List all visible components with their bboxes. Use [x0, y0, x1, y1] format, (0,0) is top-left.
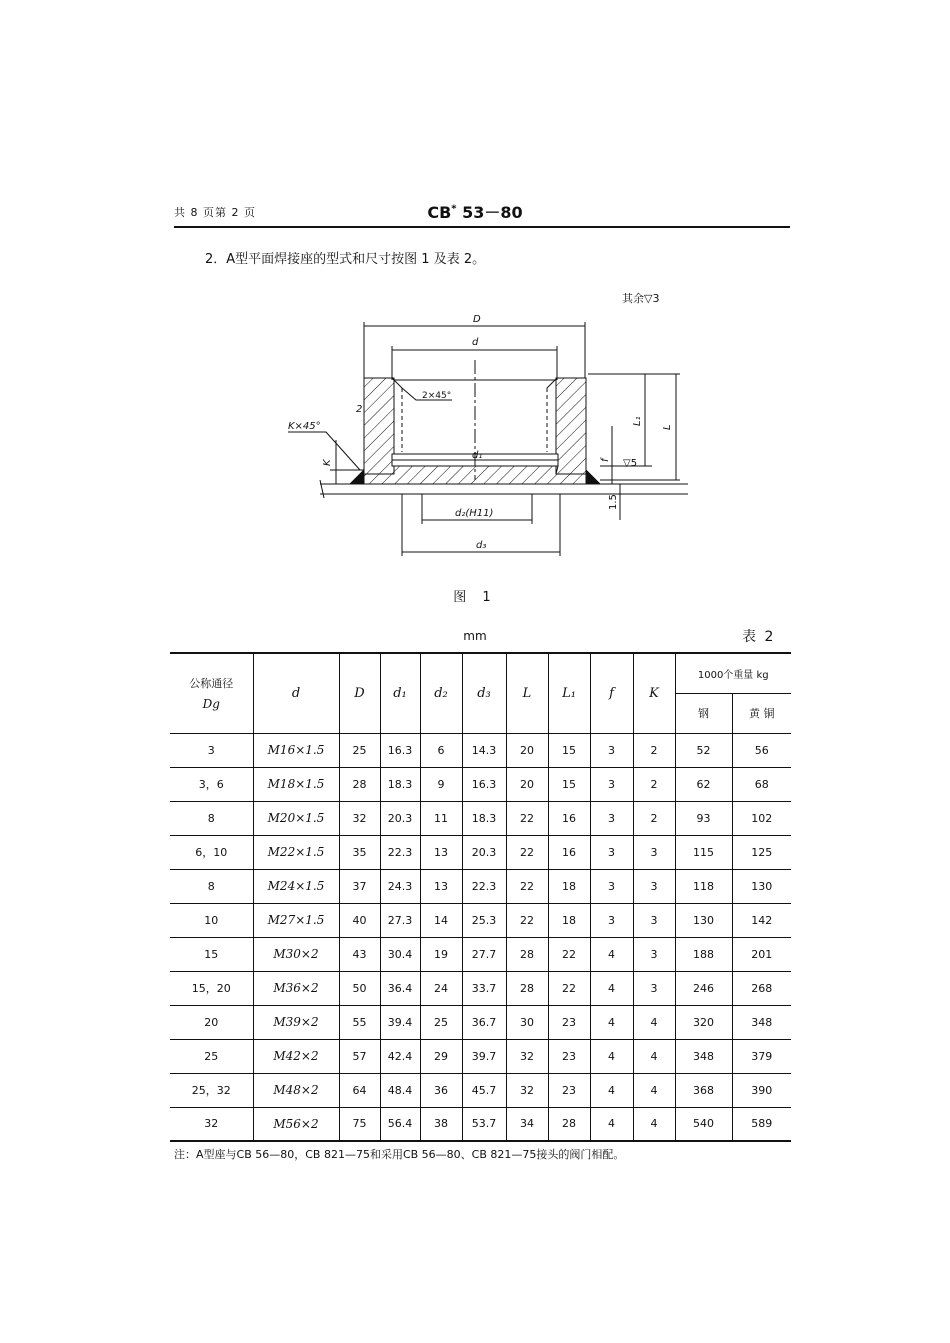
table-row	[170, 937, 791, 971]
col-header-weight: 1000个重量 kg	[675, 653, 791, 693]
table-cell: 18	[548, 869, 590, 903]
table-cell: 16.3	[380, 733, 420, 767]
table-cell: M20×1.5	[253, 801, 339, 835]
table-cell: 13	[420, 869, 462, 903]
table-cell: 2	[633, 733, 675, 767]
table-cell: 24.3	[380, 869, 420, 903]
fig-label-finish: ▽5	[623, 458, 638, 469]
table-cell: 3	[590, 869, 633, 903]
table-cell: 4	[633, 1107, 675, 1141]
table-cell: 16	[548, 835, 590, 869]
table-row	[170, 733, 791, 767]
table-cell: 4	[633, 1005, 675, 1039]
weld-seat-drawing	[0, 0, 950, 600]
table-cell: 3	[633, 869, 675, 903]
col-header-L1: L₁	[548, 653, 590, 733]
table-cell: 348	[732, 1005, 791, 1039]
table-cell: 29	[420, 1039, 462, 1073]
table-cell: 25	[420, 1005, 462, 1039]
table-cell: M56×2	[253, 1107, 339, 1141]
table-cell: 22	[506, 835, 548, 869]
table-cell: 2	[633, 767, 675, 801]
table-body	[170, 733, 791, 1141]
table-cell: 30.4	[380, 937, 420, 971]
table-cell: 19	[420, 937, 462, 971]
table-cell: 75	[339, 1107, 380, 1141]
table-cell: 28	[506, 937, 548, 971]
col-header-d1: d₁	[380, 653, 420, 733]
table-cell: 23	[548, 1039, 590, 1073]
col-header-steel: 钢	[675, 693, 732, 733]
table-row	[170, 767, 791, 801]
table-cell: 25，32	[170, 1073, 253, 1107]
table-cell: 27.7	[462, 937, 506, 971]
table-cell: 3	[590, 835, 633, 869]
table-cell: 45.7	[462, 1073, 506, 1107]
table-cell: M42×2	[253, 1039, 339, 1073]
table-cell: 42.4	[380, 1039, 420, 1073]
table-cell: 14	[420, 903, 462, 937]
table-cell: 20	[506, 767, 548, 801]
table-cell: 102	[732, 801, 791, 835]
table-cell: 38	[420, 1107, 462, 1141]
table-cell: 35	[339, 835, 380, 869]
col-header-L: L	[506, 653, 548, 733]
table-cell: 56	[732, 733, 791, 767]
table-cell: 8	[170, 801, 253, 835]
table-cell: 15	[170, 937, 253, 971]
table-cell: 53.7	[462, 1107, 506, 1141]
fig-label-d2: d₂(H11)	[455, 508, 494, 519]
table-row	[170, 1005, 791, 1039]
fig-label-K45: K×45°	[288, 421, 321, 432]
table-cell: 18.3	[380, 767, 420, 801]
table-cell: 4	[590, 1073, 633, 1107]
table-cell: 40	[339, 903, 380, 937]
table-cell: 22	[548, 937, 590, 971]
table-cell: 43	[339, 937, 380, 971]
table-cell: 52	[675, 733, 732, 767]
table-cell: 36	[420, 1073, 462, 1107]
fig-label-d: d	[472, 337, 479, 348]
table-cell: M27×1.5	[253, 903, 339, 937]
col-header-d3: d₃	[462, 653, 506, 733]
table-cell: 11	[420, 801, 462, 835]
fig-label-f: f	[600, 458, 611, 462]
table-cell: 3	[170, 733, 253, 767]
fig-label-L1: L₁	[632, 416, 643, 426]
table-cell: 3	[633, 971, 675, 1005]
table-cell: 93	[675, 801, 732, 835]
table-cell: M24×1.5	[253, 869, 339, 903]
table-cell: M30×2	[253, 937, 339, 971]
fig-label-D: D	[473, 314, 481, 325]
table-cell: 125	[732, 835, 791, 869]
table-row	[170, 835, 791, 869]
fig-label-2: 2	[356, 404, 363, 415]
table-cell: 30	[506, 1005, 548, 1039]
col-header-d: d	[253, 653, 339, 733]
surface-roughness-note: 其余▽3	[622, 292, 660, 305]
table-cell: 115	[675, 835, 732, 869]
table-cell: 68	[732, 767, 791, 801]
table-cell: 130	[732, 869, 791, 903]
table-cell: M16×1.5	[253, 733, 339, 767]
fig-label-K: K	[322, 459, 333, 466]
intro-text: 2．A型平面焊接座的型式和尺寸按图 1 及表 2。	[205, 252, 486, 267]
table-cell: 32	[506, 1039, 548, 1073]
table-cell: 4	[590, 971, 633, 1005]
table-cell: 57	[339, 1039, 380, 1073]
table-cell: 589	[732, 1107, 791, 1141]
table-cell: 39.7	[462, 1039, 506, 1073]
table-cell: 13	[420, 835, 462, 869]
fig-label-chamfer: 2×45°	[422, 391, 452, 401]
table-cell: M18×1.5	[253, 767, 339, 801]
table-cell: 3	[590, 801, 633, 835]
table-cell: 25	[170, 1039, 253, 1073]
table-row	[170, 971, 791, 1005]
table-cell: 36.4	[380, 971, 420, 1005]
table-cell: 379	[732, 1039, 791, 1073]
table-cell: M22×1.5	[253, 835, 339, 869]
table-cell: 15	[548, 767, 590, 801]
std-mark: *	[451, 203, 457, 215]
fig-label-15: 1.5	[608, 494, 619, 510]
dn-line2: Dg	[202, 697, 220, 712]
table-cell: 3	[590, 903, 633, 937]
table-cell: 188	[675, 937, 732, 971]
table-row	[170, 1039, 791, 1073]
table-cell: 15，20	[170, 971, 253, 1005]
col-header-f: f	[590, 653, 633, 733]
table-cell: 32	[506, 1073, 548, 1107]
table-cell: 348	[675, 1039, 732, 1073]
table-cell: 18.3	[462, 801, 506, 835]
table-cell: 16.3	[462, 767, 506, 801]
table-unit: mm	[463, 629, 487, 643]
figure-caption: 图 1	[453, 590, 497, 605]
table-cell: M39×2	[253, 1005, 339, 1039]
table-cell: 55	[339, 1005, 380, 1039]
table-cell: 9	[420, 767, 462, 801]
table-cell: 3	[590, 733, 633, 767]
table-cell: 268	[732, 971, 791, 1005]
table-cell: 56.4	[380, 1107, 420, 1141]
table-cell: 20	[170, 1005, 253, 1039]
table-cell: 390	[732, 1073, 791, 1107]
col-header-d2: d₂	[420, 653, 462, 733]
table-cell: 3	[633, 937, 675, 971]
table-cell: 8	[170, 869, 253, 903]
table-cell: 320	[675, 1005, 732, 1039]
table-cell: 4	[590, 937, 633, 971]
table-cell: 28	[506, 971, 548, 1005]
table-cell: 130	[675, 903, 732, 937]
table-cell: 540	[675, 1107, 732, 1141]
table-cell: 22.3	[380, 835, 420, 869]
table-row	[170, 801, 791, 835]
table-row	[170, 869, 791, 903]
table-cell: 142	[732, 903, 791, 937]
table-row	[170, 903, 791, 937]
table-cell: 32	[339, 801, 380, 835]
table-cell: 36.7	[462, 1005, 506, 1039]
table-cell: 32	[170, 1107, 253, 1141]
table-cell: 20.3	[380, 801, 420, 835]
table-cell: 3	[633, 903, 675, 937]
table-cell: 118	[675, 869, 732, 903]
col-header-D: D	[339, 653, 380, 733]
table-cell: 34	[506, 1107, 548, 1141]
table-cell: 24	[420, 971, 462, 1005]
table-cell: 4	[590, 1005, 633, 1039]
table-cell: 18	[548, 903, 590, 937]
table-cell: 10	[170, 903, 253, 937]
table-cell: 27.3	[380, 903, 420, 937]
table-cell: 201	[732, 937, 791, 971]
table-cell: 22	[506, 801, 548, 835]
table-cell: 14.3	[462, 733, 506, 767]
table-title: 表 2	[742, 629, 776, 645]
table-cell: 28	[548, 1107, 590, 1141]
footnote: 注：A型座与CB 56—80，CB 821—75和采用CB 56—80、CB 821—75接头的阀门相配。	[174, 1148, 625, 1161]
table-cell: 368	[675, 1073, 732, 1107]
col-header-K: K	[633, 653, 675, 733]
table-cell: 16	[548, 801, 590, 835]
table-cell: 22	[548, 971, 590, 1005]
table-cell: 22	[506, 869, 548, 903]
table-cell: 62	[675, 767, 732, 801]
table-cell: 37	[339, 869, 380, 903]
fig-label-L: L	[662, 424, 673, 430]
std-number: 53－80	[462, 203, 523, 222]
table-cell: M48×2	[253, 1073, 339, 1107]
col-header-brass: 黄 铜	[732, 693, 791, 733]
table-cell: 20.3	[462, 835, 506, 869]
table-cell: 28	[339, 767, 380, 801]
table-cell: 22.3	[462, 869, 506, 903]
table-row	[170, 1073, 791, 1107]
table-cell: 20	[506, 733, 548, 767]
table-cell: 50	[339, 971, 380, 1005]
table-cell: 25	[339, 733, 380, 767]
fig-label-d3: d₃	[476, 540, 487, 551]
table-cell: 4	[633, 1073, 675, 1107]
table-cell: 23	[548, 1005, 590, 1039]
table-cell: 2	[633, 801, 675, 835]
col-header-dn	[170, 653, 253, 733]
fig-label-d1: d₁	[472, 450, 483, 461]
table-cell: 3，6	[170, 767, 253, 801]
table-cell: 25.3	[462, 903, 506, 937]
table-cell: 48.4	[380, 1073, 420, 1107]
table-cell: 4	[590, 1039, 633, 1073]
page-info: 共 8 页第 2 页	[174, 206, 256, 219]
table-cell: 3	[633, 835, 675, 869]
table-cell: 4	[633, 1039, 675, 1073]
table-row	[170, 1107, 791, 1141]
table-cell: 22	[506, 903, 548, 937]
table-cell: 39.4	[380, 1005, 420, 1039]
table-cell: 23	[548, 1073, 590, 1107]
dimension-table	[170, 652, 791, 1142]
table-cell: 6	[420, 733, 462, 767]
table-cell: 64	[339, 1073, 380, 1107]
table-cell: 33.7	[462, 971, 506, 1005]
std-prefix: CB	[427, 203, 452, 222]
table-cell: 3	[590, 767, 633, 801]
table-cell: M36×2	[253, 971, 339, 1005]
table-cell: 4	[590, 1107, 633, 1141]
dn-line1: 公称通径	[189, 677, 234, 691]
table-cell: 15	[548, 733, 590, 767]
table-cell: 246	[675, 971, 732, 1005]
table-cell: 6，10	[170, 835, 253, 869]
